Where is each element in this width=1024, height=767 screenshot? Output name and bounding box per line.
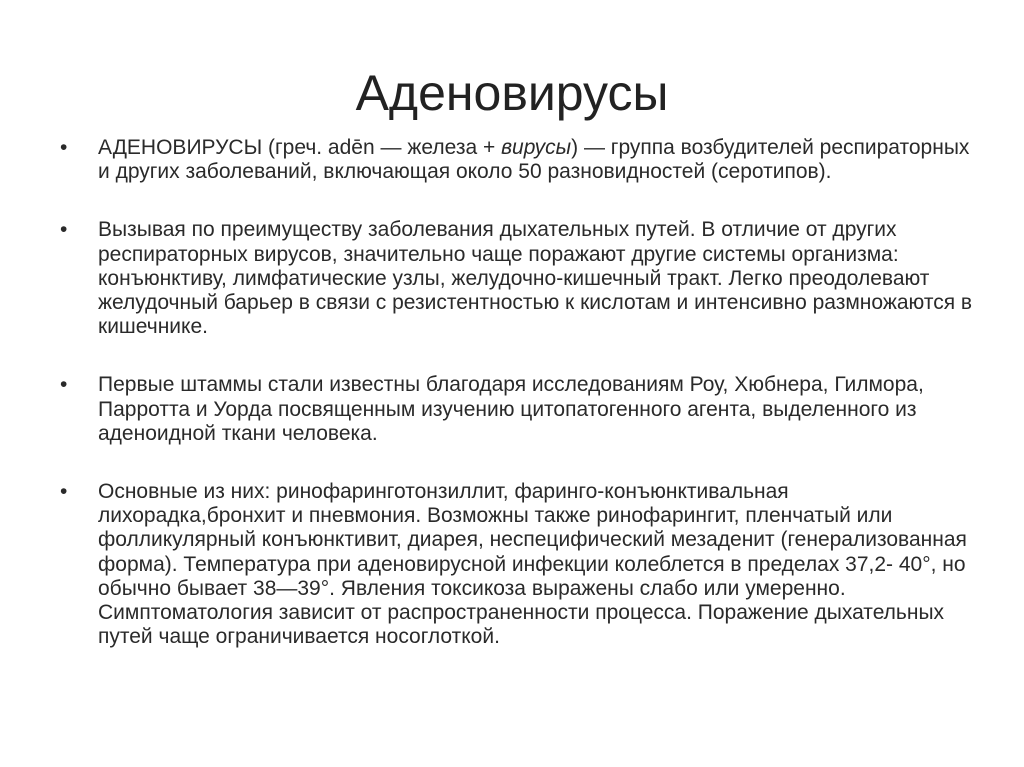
- bullet-marker: •: [60, 373, 68, 397]
- bullet-item-2: [60, 218, 980, 339]
- bullet-text-1-part3: ) — группа возбудителей респираторных и других заболеваний, включающая около 50 разновидностей (серотипов).: [98, 136, 970, 184]
- bullet-text-2: Вызывая по преимуществу заболевания дыхательных путей. В отличие от других респираторных вирусов, значительно чаще поражают другие системы организма: конъюнктиву, лимфатические узлы, желудочно-кишечный тракт. Легко преодолевают желудочный барьер в связи с резистентностью к кислотам и интенсивно размножаются в кишечнике.: [98, 218, 973, 339]
- bullet-text-1-part1: АДЕНОВИРУСЫ (греч. adēn — железа +: [98, 136, 502, 159]
- bullet-list: [60, 136, 980, 683]
- bullet-text-3: Первые штаммы стали известны благодаря исследованиям Роу, Хюбнера, Гилмора, Парротта и Уорда посвященным изучению цитопатогенного агента, выделенного из аденоидной ткани человека.: [98, 373, 924, 445]
- slide-title: Аденовирусы: [355, 65, 669, 121]
- bullet-text-1-italic: вирусы: [501, 136, 572, 159]
- bullet-item-1: [60, 136, 980, 184]
- bullet-text-4: Основные из них: ринофаринготонзиллит, фаринго-конъюнктивальная лихорадка,бронхит и пневмония. Возможны также ринофарингит, пленчатый или фолликулярный конъюнктивит, диарея, неспецифический мезаденит (генерализованная форма). Температура при аденовирусной инфекции колеблется в пределах 37,2- 40°, но обычно бывает 38—39°. Явления токсикоза выражены слабо или умеренно. Симптоматология зависит от распространенности процесса. Поражение дыхательных путей чаще ограничивается носоглоткой.: [98, 480, 967, 649]
- bullet-marker: •: [60, 218, 68, 242]
- bullet-item-3: [60, 373, 980, 446]
- bullet-item-4: [60, 480, 980, 649]
- bullet-marker: •: [60, 480, 68, 504]
- bullet-marker: •: [60, 136, 68, 159]
- bullet-text-1: [98, 136, 969, 183]
